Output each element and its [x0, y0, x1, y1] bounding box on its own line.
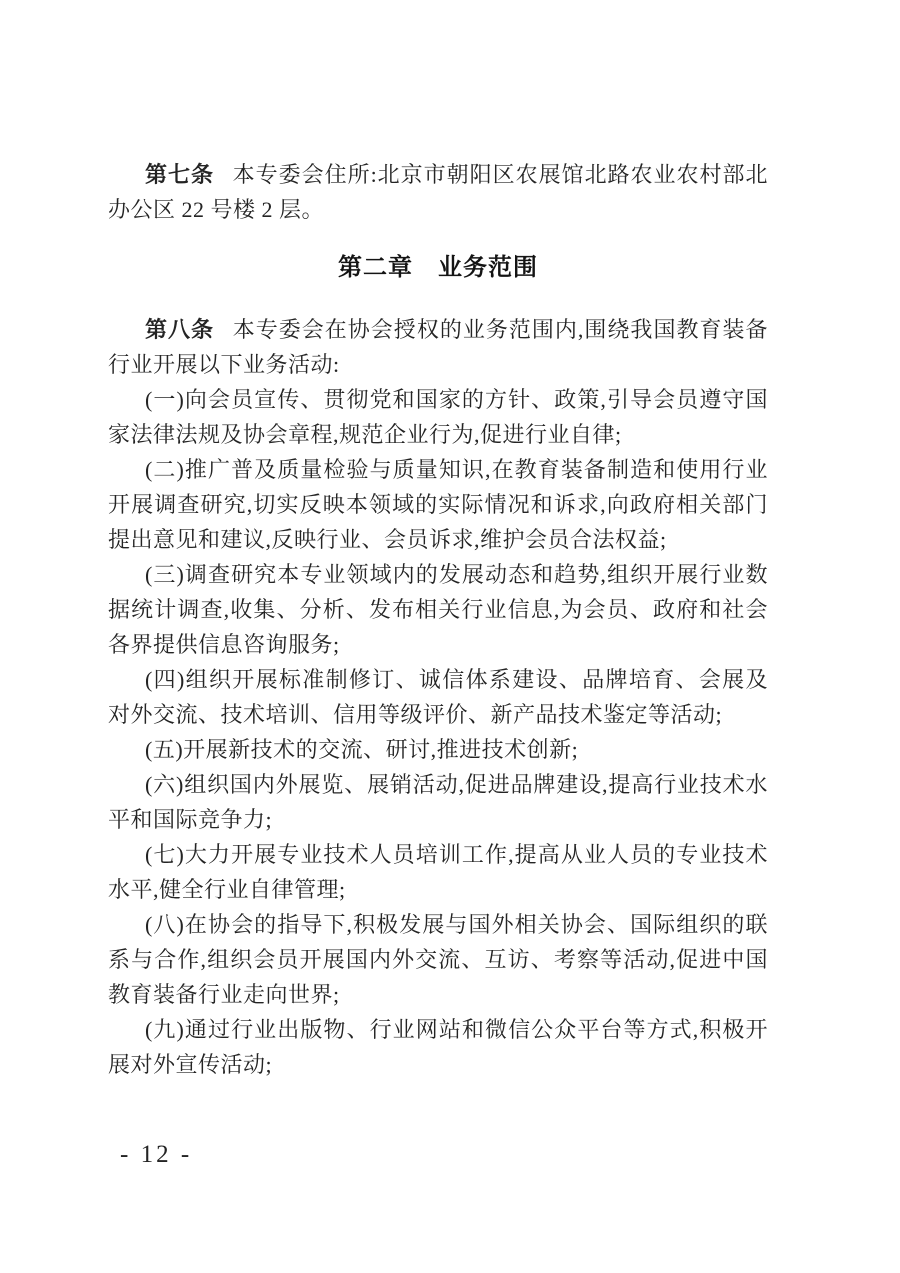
- business-item-9: (九)通过行业出版物、行业网站和微信公众平台等方式,积极开展对外宣传活动;: [108, 1017, 768, 1077]
- document-content: [108, 157, 768, 1082]
- business-item-8: (八)在协会的指导下,积极发展与国外相关协会、国际组织的联系与合作,组织会员开展国内外交流、互访、考察等活动,促进中国教育装备行业走向世界;: [108, 912, 768, 1007]
- chapter-2-heading: 第二章 业务范围: [338, 254, 538, 281]
- article-7-paragraph: [108, 157, 768, 227]
- business-item-7: (七)大力开展专业技术人员培训工作,提高从业人员的专业技术水平,健全行业自律管理;: [108, 842, 768, 902]
- business-item-3: (三)调查研究本专业领域内的发展动态和趋势,组织开展行业数据统计调查,收集、分析、发布相关行业信息,为会员、政府和社会各界提供信息咨询服务;: [108, 562, 768, 657]
- article-8-paragraph: [108, 312, 768, 382]
- business-item-6: (六)组织国内外展览、展销活动,促进品牌建设,提高行业技术水平和国际竞争力;: [108, 772, 768, 832]
- article-7-text: 本专委会住所:北京市朝阳区农展馆北路农业农村部北办公区 22 号楼 2 层。: [108, 162, 768, 222]
- business-item-5: (五)开展新技术的交流、研讨,推进技术创新;: [145, 737, 579, 762]
- page-number: - 12 -: [120, 1141, 193, 1168]
- article-7-label: 第七条: [145, 162, 214, 187]
- business-item-2: (二)推广普及质量检验与质量知识,在教育装备制造和使用行业开展调查研究,切实反映本领域的实际情况和诉求,向政府相关部门提出意见和建议,反映行业、会员诉求,维护会员合法权益;: [108, 457, 768, 552]
- business-item-4: (四)组织开展标准制修订、诚信体系建设、品牌培育、会展及对外交流、技术培训、信用等级评价、新产品技术鉴定等活动;: [108, 667, 768, 727]
- article-8-label: 第八条: [145, 317, 215, 342]
- business-item-1: (一)向会员宣传、贯彻党和国家的方针、政策,引导会员遵守国家法律法规及协会章程,规范企业行为,促进行业自律;: [108, 387, 768, 447]
- article-8-text: 本专委会在协会授权的业务范围内,围绕我国教育装备行业开展以下业务活动:: [108, 317, 768, 377]
